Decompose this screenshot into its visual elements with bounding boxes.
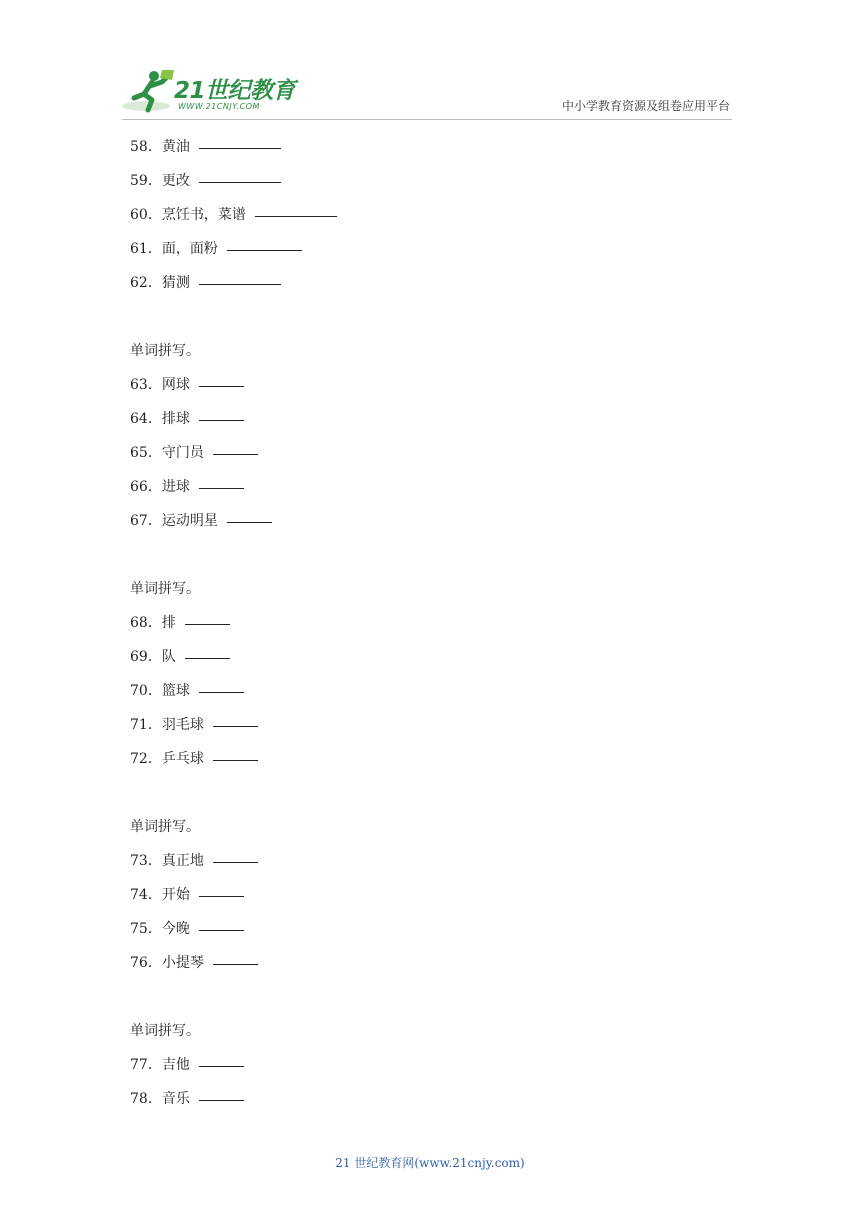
question-number: 67 (130, 513, 148, 529)
header-divider (122, 119, 732, 120)
question-item (130, 748, 730, 782)
number-separator: ． (147, 275, 162, 291)
question-number: 70 (130, 683, 148, 699)
answer-blank[interactable] (227, 250, 302, 251)
question-prompt: 网球 (161, 377, 190, 393)
question-number: 73 (130, 853, 148, 869)
question-number: 65 (130, 445, 148, 461)
question-prompt: 篮球 (161, 683, 190, 699)
answer-blank[interactable] (213, 862, 258, 863)
word-spelling-section (130, 340, 730, 544)
question-item (130, 646, 730, 680)
number-separator: ． (147, 173, 162, 189)
question-item (130, 476, 730, 510)
answer-blank[interactable] (199, 420, 244, 421)
exercise-content (130, 136, 730, 1122)
question-number: 71 (130, 717, 148, 733)
question-number: 75 (130, 921, 148, 937)
answer-blank[interactable] (199, 386, 244, 387)
site-logo (122, 68, 296, 116)
question-prompt: 开始 (161, 887, 190, 903)
number-separator: ． (147, 513, 162, 529)
answer-blank[interactable] (213, 964, 258, 965)
question-prompt: 烹饪书，菜谱 (161, 207, 246, 223)
question-number: 66 (130, 479, 148, 495)
answer-blank[interactable] (255, 216, 337, 217)
number-separator: ． (147, 1091, 162, 1107)
number-separator: ． (147, 853, 162, 869)
question-item (130, 884, 730, 918)
question-number: 68 (130, 615, 148, 631)
answer-blank[interactable] (199, 692, 244, 693)
answer-blank[interactable] (199, 284, 281, 285)
question-number: 64 (130, 411, 148, 427)
platform-name: 中小学教育资源及组卷应用平台 (561, 99, 730, 113)
number-separator: ． (147, 649, 162, 665)
question-number: 61 (130, 241, 148, 257)
number-separator: ． (147, 887, 162, 903)
question-number: 59 (130, 173, 148, 189)
question-prompt: 小提琴 (161, 955, 204, 971)
question-number: 63 (130, 377, 148, 393)
question-prompt: 吉他 (161, 1057, 190, 1073)
question-number: 74 (130, 887, 148, 903)
runner-logo-icon (122, 68, 176, 116)
question-number: 62 (130, 275, 148, 291)
answer-blank[interactable] (199, 896, 244, 897)
number-separator: ． (147, 207, 162, 223)
logo-url: WWW.21CNJY.COM (178, 102, 260, 111)
number-separator: ． (147, 717, 162, 733)
logo-text: 21世纪教育 (174, 78, 296, 104)
question-item (130, 714, 730, 748)
word-spelling-section (130, 578, 730, 782)
question-prompt: 乒乓球 (161, 751, 204, 767)
question-item (130, 442, 730, 476)
number-separator: ． (147, 445, 162, 461)
answer-blank[interactable] (213, 726, 258, 727)
question-number: 78 (130, 1091, 148, 1107)
word-spelling-section (130, 816, 730, 986)
question-number: 76 (130, 955, 148, 971)
question-item (130, 170, 730, 204)
answer-blank[interactable] (213, 760, 258, 761)
answer-blank[interactable] (185, 624, 230, 625)
question-prompt: 排 (161, 615, 176, 631)
answer-blank[interactable] (213, 454, 258, 455)
number-separator: ． (147, 241, 162, 257)
answer-blank[interactable] (199, 488, 244, 489)
number-separator: ． (147, 479, 162, 495)
answer-blank[interactable] (199, 930, 244, 931)
question-item (130, 272, 730, 306)
question-prompt: 队 (161, 649, 176, 665)
question-item (130, 1088, 730, 1122)
number-separator: ． (147, 751, 162, 767)
answer-blank[interactable] (185, 658, 230, 659)
question-prompt: 猜测 (161, 275, 190, 291)
question-prompt: 守门员 (161, 445, 204, 461)
question-prompt: 更改 (161, 173, 190, 189)
question-item (130, 680, 730, 714)
number-separator: ． (147, 411, 162, 427)
question-prompt: 黄油 (161, 139, 190, 155)
question-item (130, 204, 730, 238)
question-item (130, 612, 730, 646)
section-title: 单词拼写。 (130, 1023, 200, 1039)
section-title: 单词拼写。 (130, 581, 200, 597)
question-prompt: 真正地 (161, 853, 204, 869)
first-word-group (130, 136, 730, 306)
section-title: 单词拼写。 (130, 819, 200, 835)
page-header (0, 0, 860, 125)
question-prompt: 羽毛球 (161, 717, 204, 733)
answer-blank[interactable] (199, 1066, 244, 1067)
word-sections (130, 340, 730, 1122)
number-separator: ． (147, 921, 162, 937)
question-prompt: 音乐 (161, 1091, 190, 1107)
number-separator: ． (147, 615, 162, 631)
question-item (130, 374, 730, 408)
number-separator: ． (147, 955, 162, 971)
question-number: 72 (130, 751, 148, 767)
question-item (130, 510, 730, 544)
question-prompt: 进球 (161, 479, 190, 495)
number-separator: ． (147, 683, 162, 699)
word-spelling-section (130, 1020, 730, 1122)
number-separator: ． (147, 139, 162, 155)
question-number: 69 (130, 649, 148, 665)
question-item (130, 408, 730, 442)
question-item (130, 136, 730, 170)
question-prompt: 面，面粉 (161, 241, 218, 257)
number-separator: ． (147, 377, 162, 393)
number-separator: ． (147, 1057, 162, 1073)
question-item (130, 850, 730, 884)
question-prompt: 今晚 (161, 921, 190, 937)
page-footer: 21 世纪教育网(www.21cnjy.com) (335, 1156, 525, 1170)
answer-blank[interactable] (199, 148, 281, 149)
answer-blank[interactable] (227, 522, 272, 523)
question-prompt: 排球 (161, 411, 190, 427)
question-item (130, 918, 730, 952)
answer-blank[interactable] (199, 1100, 244, 1101)
answer-blank[interactable] (199, 182, 281, 183)
question-number: 77 (130, 1057, 148, 1073)
question-item (130, 1054, 730, 1088)
section-title: 单词拼写。 (130, 343, 200, 359)
question-number: 58 (130, 139, 148, 155)
question-item (130, 238, 730, 272)
question-number: 60 (130, 207, 148, 223)
question-item (130, 952, 730, 986)
question-prompt: 运动明星 (161, 513, 218, 529)
